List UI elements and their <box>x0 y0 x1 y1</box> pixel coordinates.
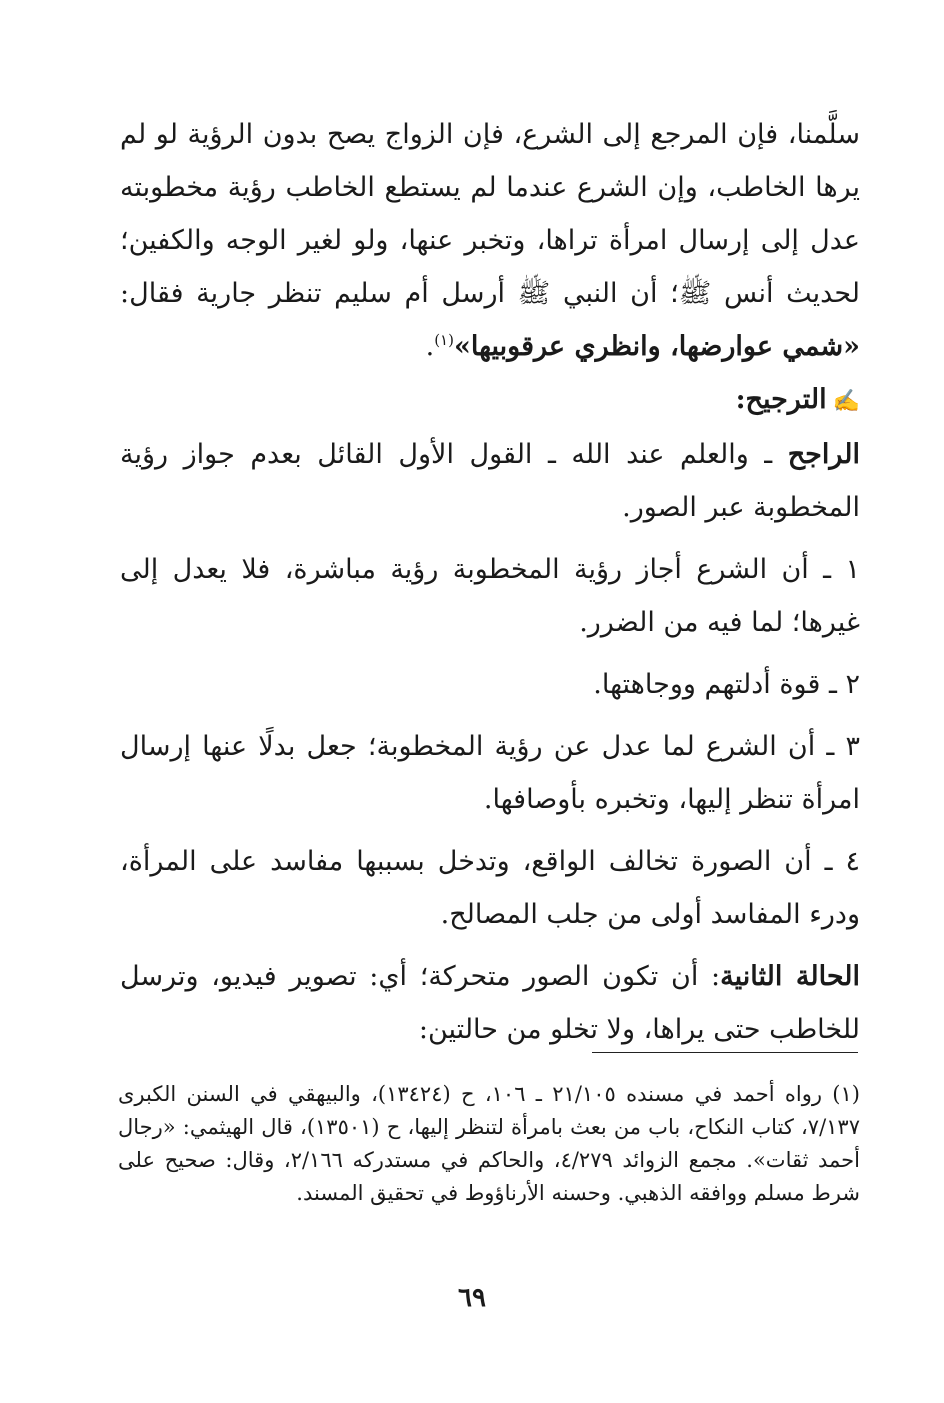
rajih-text: ـ والعلم عند الله ـ القول الأول القائل بعدم جواز رؤية المخطوبة عبر الصور. <box>120 439 860 523</box>
paragraph-hadith <box>120 108 860 373</box>
rajih-paragraph <box>120 428 860 534</box>
tarjih-heading-text: الترجيح: <box>735 384 827 415</box>
tarjih-heading <box>120 373 860 428</box>
footnote-reference[interactable]: (١) <box>434 331 454 349</box>
paragraph-hadith-text: سلَّمنا، فإن المرجع إلى الشرع، فإن الزواج يصح بدون الرؤية لو لم يرها الخاطب، وإن الشرع عندما لم يستطع الخاطب رؤية مخطوبته عدل إلى إرسال امرأة تراها، وتخبر عنها، ولو لغير الوجه والكفين؛ لحديث أنس ﷺ؛ أن النبي ﷺ أرسل أم سليم تنظر جارية فقال: <box>120 119 860 309</box>
footnote-divider <box>592 1052 858 1053</box>
reason-1: ١ ـ أن الشرع أجاز رؤية المخطوبة رؤية مباشرة، فلا يعدل إلى غيرها؛ لما فيه من الضرر. <box>120 554 860 638</box>
second-case-label: الحالة الثانية <box>720 961 860 992</box>
main-text <box>120 108 860 1056</box>
pen-icon: ✍ <box>832 389 860 414</box>
second-case-paragraph <box>120 950 860 1056</box>
paragraph-hadith-end: . <box>425 331 435 362</box>
hadith-quote: «شمي عوارضها، وانظري عرقوبيها» <box>453 331 860 362</box>
reason-2: ٢ ـ قوة أدلتهم ووجاهتها. <box>593 669 860 700</box>
second-case-text: : أن تكون الصور متحركة؛ أي: تصوير فيديو، وترسل للخاطب حتى يراها، ولا تخلو من حالتين: <box>120 961 860 1045</box>
footnote: (١) رواه أحمد في مسنده ٢١/١٠٥ ـ ١٠٦، ح (١٣٤٢٤)، والبيهقي في السنن الكبرى ٧/١٣٧، كتاب النكاح، باب من بعث بامرأة لتنظر إليها، ح (١٣٥٠١)، قال الهيثمي: «رجال أحمد ثقات». مجمع الزوائد ٤/٢٧٩، والحاكم في مستدركه ٢/١٦٦، وقال: صحيح على شرط مسلم ووافقه الذهبي. وحسنه الأرناؤوط في تحقيق المسند. <box>118 1082 860 1205</box>
page-number: ٦٩ <box>458 1283 486 1313</box>
rajih-label: الراجح <box>787 439 860 470</box>
reason-4: ٤ ـ أن الصورة تخالف الواقع، وتدخل بسببها مفاسد على المرأة، ودرء المفاسد أولى من جلب المصالح. <box>120 846 860 930</box>
reason-3: ٣ ـ أن الشرع لما عدل عن رؤية المخطوبة؛ جعل بدلًا عنها إرسال امرأة تنظر إليها، وتخبره بأوصافها. <box>120 731 860 815</box>
